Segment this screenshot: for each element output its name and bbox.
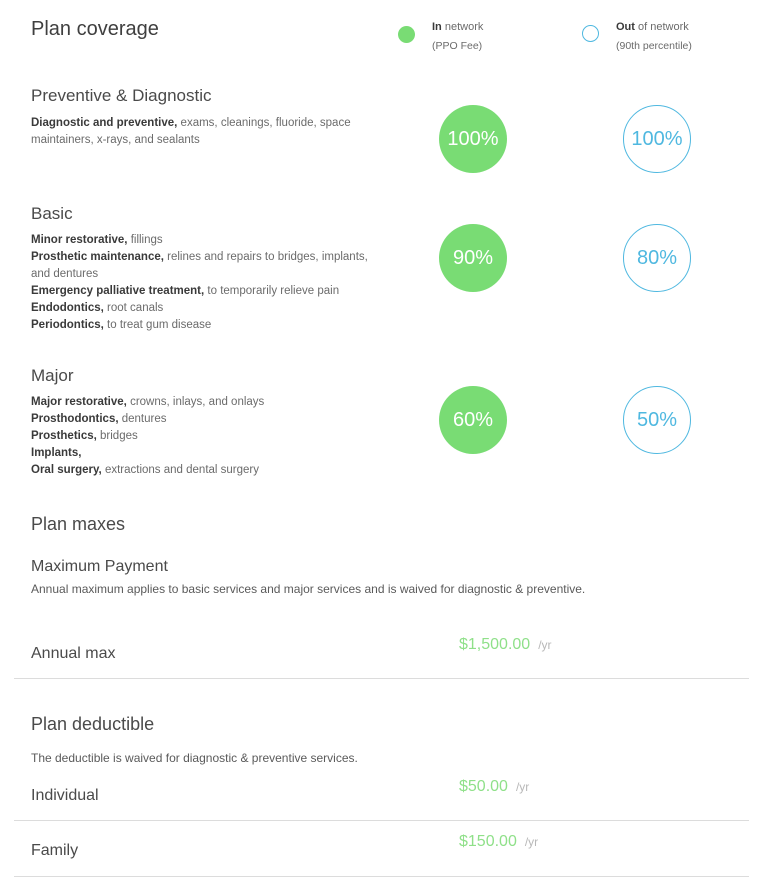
- category-items-basic: [31, 232, 371, 334]
- out-network-percent-badge: 80%: [623, 224, 691, 292]
- in-network-percent-badge: 60%: [439, 386, 507, 454]
- in-network-percent-badge: 100%: [439, 105, 507, 173]
- list-item: Emergency palliative treatment, to temporarily relieve pain: [31, 285, 340, 297]
- out-network-legend: Out of network: [616, 21, 689, 33]
- out-network-legend-sub: (90th percentile): [616, 40, 692, 52]
- category-items-major: [31, 394, 371, 479]
- family-deductible-value: $150.00 /yr: [459, 833, 539, 850]
- category-title-basic: Basic: [31, 204, 73, 223]
- divider: [14, 678, 749, 679]
- divider: [14, 820, 749, 821]
- in-network-legend: In network: [432, 21, 484, 33]
- list-item: Major restorative, crowns, inlays, and onlays: [31, 396, 265, 408]
- plan-maxes-title: Plan maxes: [31, 514, 126, 534]
- in-network-dot-icon: [398, 26, 415, 43]
- plan-coverage-title: Plan coverage: [31, 18, 159, 40]
- category-title-major: Major: [31, 366, 74, 385]
- individual-deductible-value: $50.00 /yr: [459, 778, 530, 795]
- list-item: Prosthetics, bridges: [31, 430, 138, 442]
- out-network-circle-icon: [582, 25, 599, 42]
- deductible-note: The deductible is waived for diagnostic & preventive services.: [31, 751, 358, 765]
- list-item: Endodontics, root canals: [31, 302, 164, 314]
- category-items-preventive: [31, 115, 371, 149]
- out-network-percent-badge: 50%: [623, 386, 691, 454]
- list-item: Prosthetic maintenance, relines and repairs to bridges, implants, and dentures: [31, 251, 368, 280]
- maximum-payment-subtitle: Maximum Payment: [31, 558, 168, 575]
- annual-max-value: $1,500.00 /yr: [459, 636, 552, 653]
- list-item: Oral surgery, extractions and dental surgery: [31, 464, 260, 476]
- list-item: Implants,: [31, 447, 82, 459]
- list-item: Minor restorative, fillings: [31, 234, 163, 246]
- annual-max-label: Annual max: [31, 645, 116, 662]
- plan-deductible-title: Plan deductible: [31, 714, 155, 734]
- family-label: Family: [31, 842, 79, 859]
- list-item: Diagnostic and preventive, exams, cleanings, fluoride, space maintainers, x-rays, and sealants: [31, 117, 351, 146]
- list-item: Periodontics, to treat gum disease: [31, 319, 212, 331]
- individual-label: Individual: [31, 787, 99, 804]
- out-network-percent-badge: 100%: [623, 105, 691, 173]
- in-network-legend-sub: (PPO Fee): [432, 40, 483, 52]
- divider: [14, 876, 749, 877]
- in-network-percent-badge: 90%: [439, 224, 507, 292]
- maximum-payment-note: Annual maximum applies to basic services and major services and is waived for diagnostic & preventive.: [31, 582, 586, 596]
- list-item: Prosthodontics, dentures: [31, 413, 167, 425]
- category-title-preventive: Preventive & Diagnostic: [31, 86, 212, 105]
